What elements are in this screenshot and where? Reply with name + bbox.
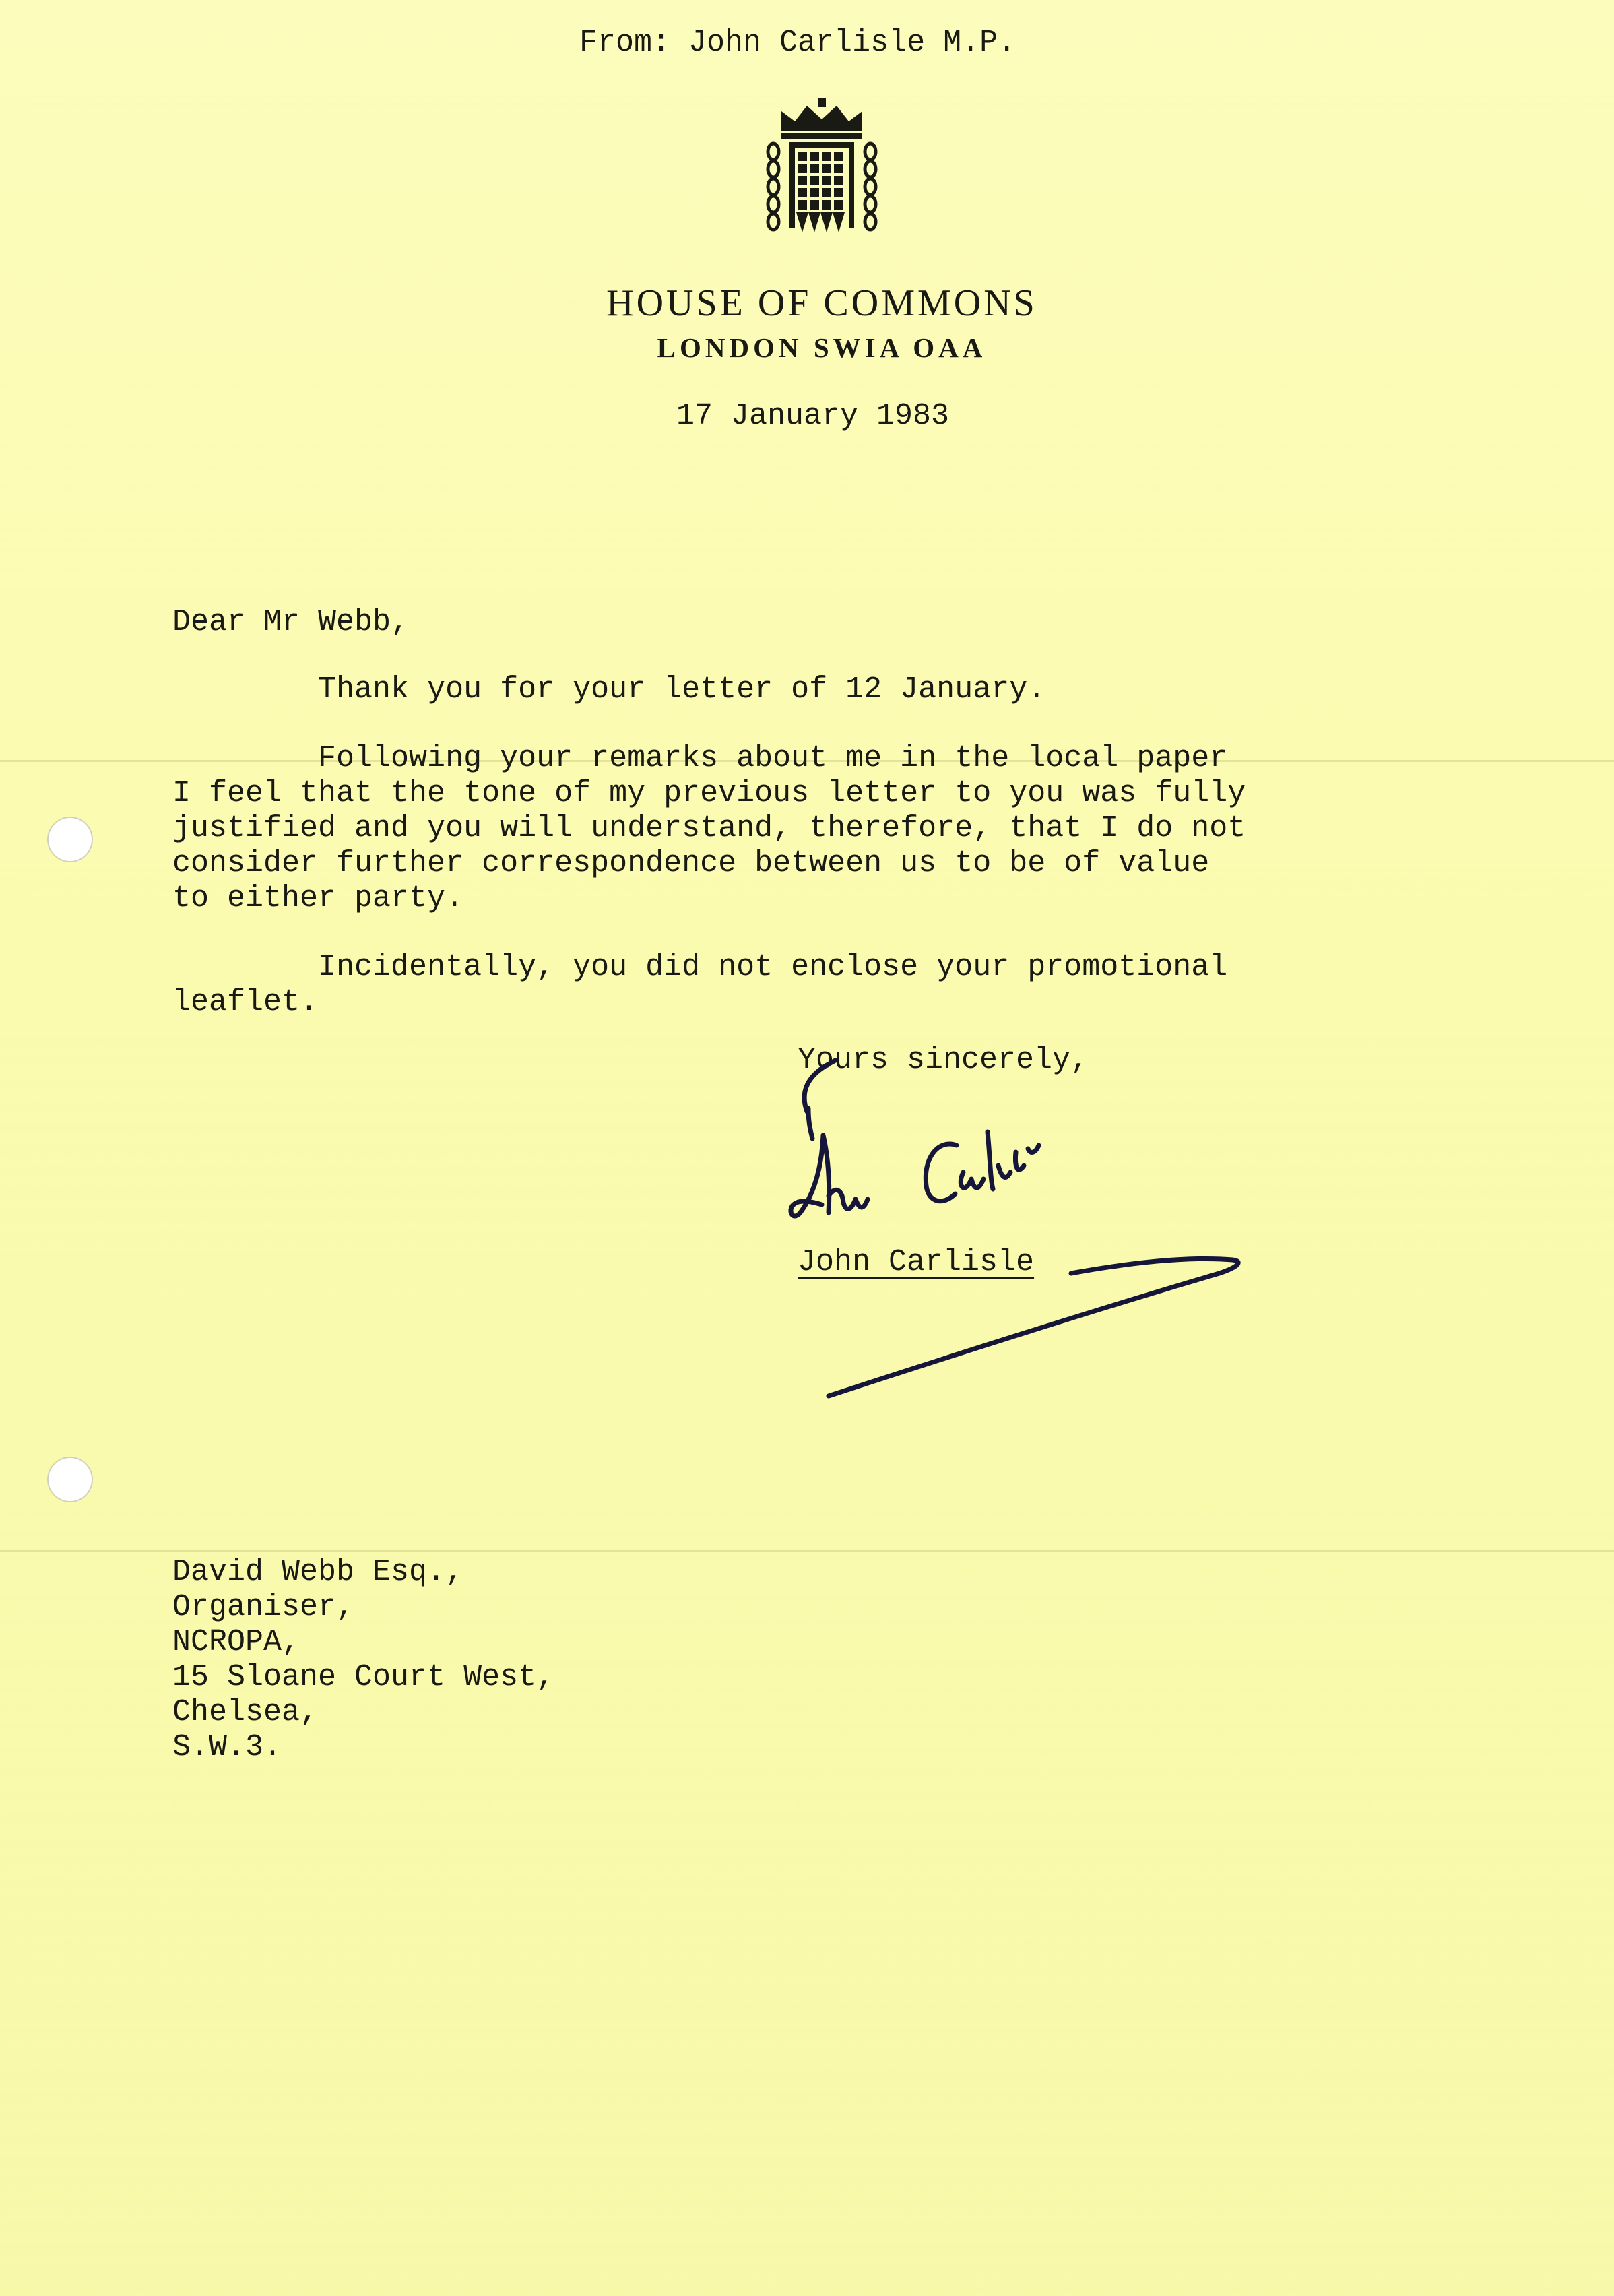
handwritten-signature	[788, 1051, 1260, 1415]
typed-signatory-name: John Carlisle	[798, 1245, 1035, 1279]
punch-hole	[47, 817, 93, 862]
paper-fold-line	[0, 1550, 1614, 1552]
body-paragraph: Incidentally, you did not enclose your promotional leaflet.	[172, 950, 1228, 1019]
closing-line: Yours sincerely,	[798, 1043, 1089, 1077]
letter-body	[172, 672, 1246, 1020]
body-paragraph: Following your remarks about me in the local paper I feel that the tone of my previous letter to you was fully justified and you will understand, therefore, that I do not consider further correspondence between us to be of value to either party.	[172, 741, 1246, 916]
body-paragraph: Thank you for your letter of 12 January.	[172, 672, 1046, 707]
recipient-address: David Webb Esq., Organiser, NCROPA, 15 Sloane Court West, Chelsea, S.W.3.	[172, 1555, 555, 1764]
address-line: LONDON SWIA OAA	[657, 332, 987, 363]
salutation: Dear Mr Webb,	[172, 605, 410, 639]
portcullis-crest-icon	[754, 98, 889, 249]
punch-hole	[47, 1457, 93, 1502]
from-line: From: John Carlisle M.P.	[579, 26, 1016, 60]
house-title: HOUSE OF COMMONS	[606, 282, 1037, 324]
letter-date: 17 January 1983	[676, 399, 950, 433]
